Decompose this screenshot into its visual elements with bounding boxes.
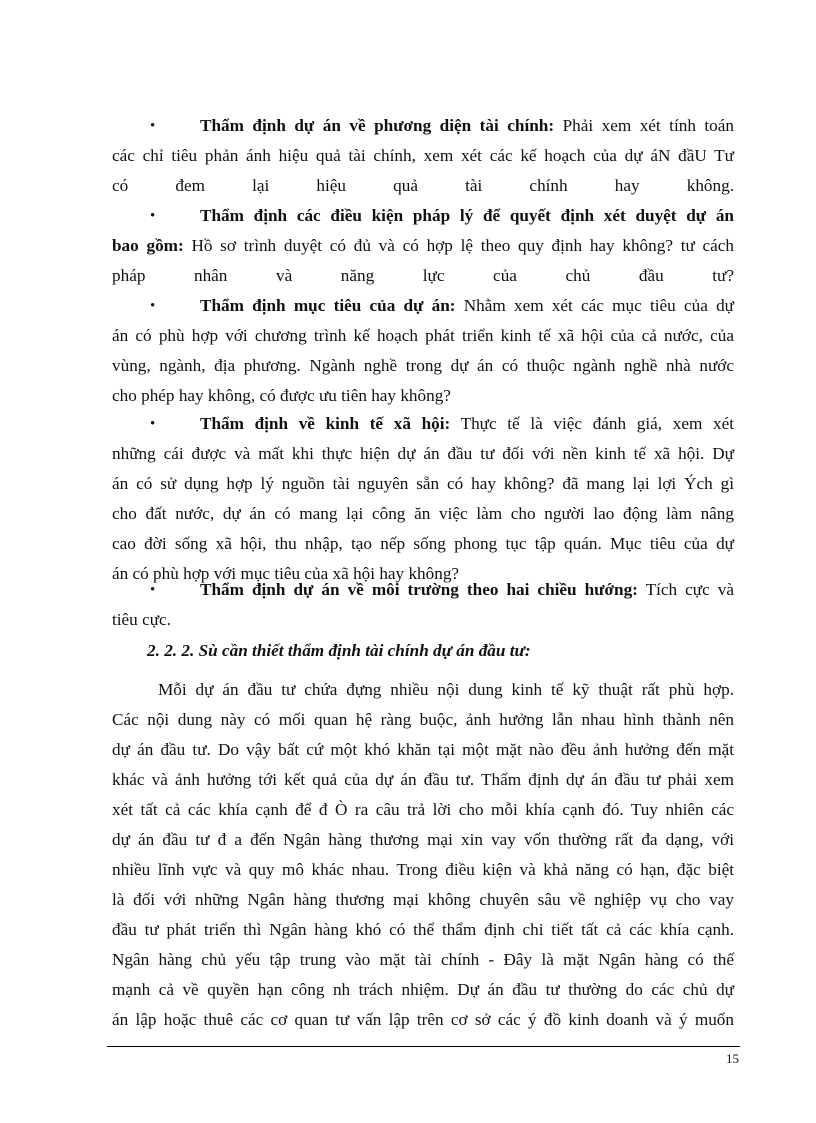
text-line: dự án đầu tư đ a đến Ngân hàng thương mại xin vay vốn thường rất đa dạng, với	[112, 830, 734, 849]
bullet-text: Tích cực và	[637, 580, 734, 599]
bullet-term-continued: bao gồm:	[112, 236, 184, 255]
bullet-item-environment	[112, 575, 734, 635]
text-line: khác và ảnh hưởng tới kết quả của dự án đầu tư. Thẩm định dự án đầu tư phải xem	[112, 770, 734, 789]
text-line: có đem lại hiệu quả tài chính hay không.	[112, 176, 734, 195]
bullet-item-objective	[112, 291, 734, 411]
text-line: dự án đầu tư. Do vậy bất cứ một khó khăn tại một mặt nào đều ảnh hưởng đến mặt	[112, 740, 734, 759]
bullet-icon: •	[150, 118, 156, 134]
text-line: án có phù hợp với chương trình kế hoạch phát triển kinh tế xã hội của cả nước, của	[112, 326, 734, 345]
bullet-text: Phải xem xét tính toán	[554, 116, 734, 135]
bullet-icon: •	[150, 298, 156, 314]
text-line: án lập hoặc thuê các cơ quan tư vấn lập trên cơ sở các ý đồ kinh doanh và ý muốn	[112, 1010, 734, 1029]
bullet-text: Thực tế là việc đánh giá, xem xét	[450, 414, 734, 433]
text-line: Ngân hàng chủ yếu tập trung vào mặt tài chính - Đây là mặt Ngân hàng có thế	[112, 950, 734, 969]
text-line: nhiều lĩnh vực và quy mô khác nhau. Trong điều kiện và khả năng có hạn, đặc biệt	[112, 860, 734, 879]
text-line: pháp nhân và năng lực của chủ đầu tư?	[112, 266, 734, 285]
bullet-term: Thẩm định mục tiêu của dự án:	[200, 296, 456, 315]
bullet-term: Thẩm định dự án về phương diện tài chính:	[200, 116, 555, 135]
text-line	[112, 231, 734, 261]
body-paragraph	[112, 675, 734, 1035]
bullet-term: Thẩm định các điều kiện pháp lý để quyết định xét duyệt dự án	[200, 206, 734, 225]
bullet-first-line	[112, 291, 734, 321]
text-line: án có phù hợp với mục tiêu của xã hội hay không?	[112, 564, 460, 583]
text-line: cao đời sống xã hội, thu nhập, tạo nếp sống phong tục tập quán. Mục tiêu của dự	[112, 534, 734, 553]
text-line: Các nội dung này có mối quan hệ ràng buộc, ảnh hưởng lẫn nhau hình thành nên	[112, 710, 734, 729]
bullet-first-line	[112, 201, 734, 231]
bullet-text: Nhằm xem xét các mục tiêu của dự	[455, 296, 734, 315]
text-line: Mỗi dự án đầu tư chứa đựng nhiều nội dung kinh tế kỹ thuật rất phù hợp.	[158, 680, 734, 699]
bullet-first-line	[112, 409, 734, 439]
bullet-icon: •	[150, 582, 156, 598]
text-line: là đối với những Ngân hàng thương mại không chuyên sâu về nghiệp vụ cho vay	[112, 890, 734, 909]
bullet-first-line	[112, 111, 734, 141]
text-line: án có sử dụng hợp lý nguồn tài nguyên sẵn có hay không? đã mang lại lợi Ých gì	[112, 474, 734, 493]
text-line: xét tất cả các khía cạnh để đ Ò ra câu trả lời cho mỗi khía cạnh đó. Tuy nhiên các	[112, 800, 734, 819]
bullet-icon: •	[150, 416, 156, 432]
text-line: mạnh cả về quyền hạn công nh trách nhiệm. Dự án đầu tư thường do các chủ dự	[112, 980, 734, 999]
text-line: những cái được và mất khi thực hiện dự án đầu tư đối với nền kinh tế xã hội. Dự	[112, 444, 734, 463]
bullet-item-legal	[112, 201, 734, 291]
bullet-term: Thẩm định về kinh tế xã hội:	[200, 414, 451, 433]
text-line: cho đất nước, dự án có mang lại công ăn việc làm cho người lao động làm nâng	[112, 504, 734, 523]
bullet-term: Thẩm định dự án về môi trường theo hai chiều hướng:	[200, 580, 638, 599]
bullet-icon: •	[150, 208, 156, 224]
bullet-first-line	[112, 575, 734, 605]
bullet-item-financial	[112, 111, 734, 201]
text-line: vùng, ngành, địa phương. Ngành nghề trong dự án có thuộc ngành nghề nhà nước	[112, 356, 734, 375]
footer-divider	[107, 1046, 740, 1047]
text-line: các chỉ tiêu phản ánh hiệu quả tài chính, xem xét các kế hoạch của dự áN đầU Tư	[112, 146, 734, 165]
bullet-text: Hồ sơ trình duyệt có đủ và có hợp lệ theo quy định hay không? tư cách	[183, 236, 734, 255]
text-line: cho phép hay không, có được ưu tiên hay không?	[112, 386, 451, 405]
text-line: tiêu cực.	[112, 610, 171, 629]
section-heading: 2. 2. 2. Sù cần thiết thẩm định tài chính dự án đầu tư:	[147, 641, 531, 660]
bullet-item-socioeconomic	[112, 409, 734, 589]
page-number: 15	[726, 1051, 739, 1066]
text-line: đầu tư phát triển thì Ngân hàng khó có thể thẩm định chi tiết tất cả các khía cạnh.	[112, 920, 734, 939]
